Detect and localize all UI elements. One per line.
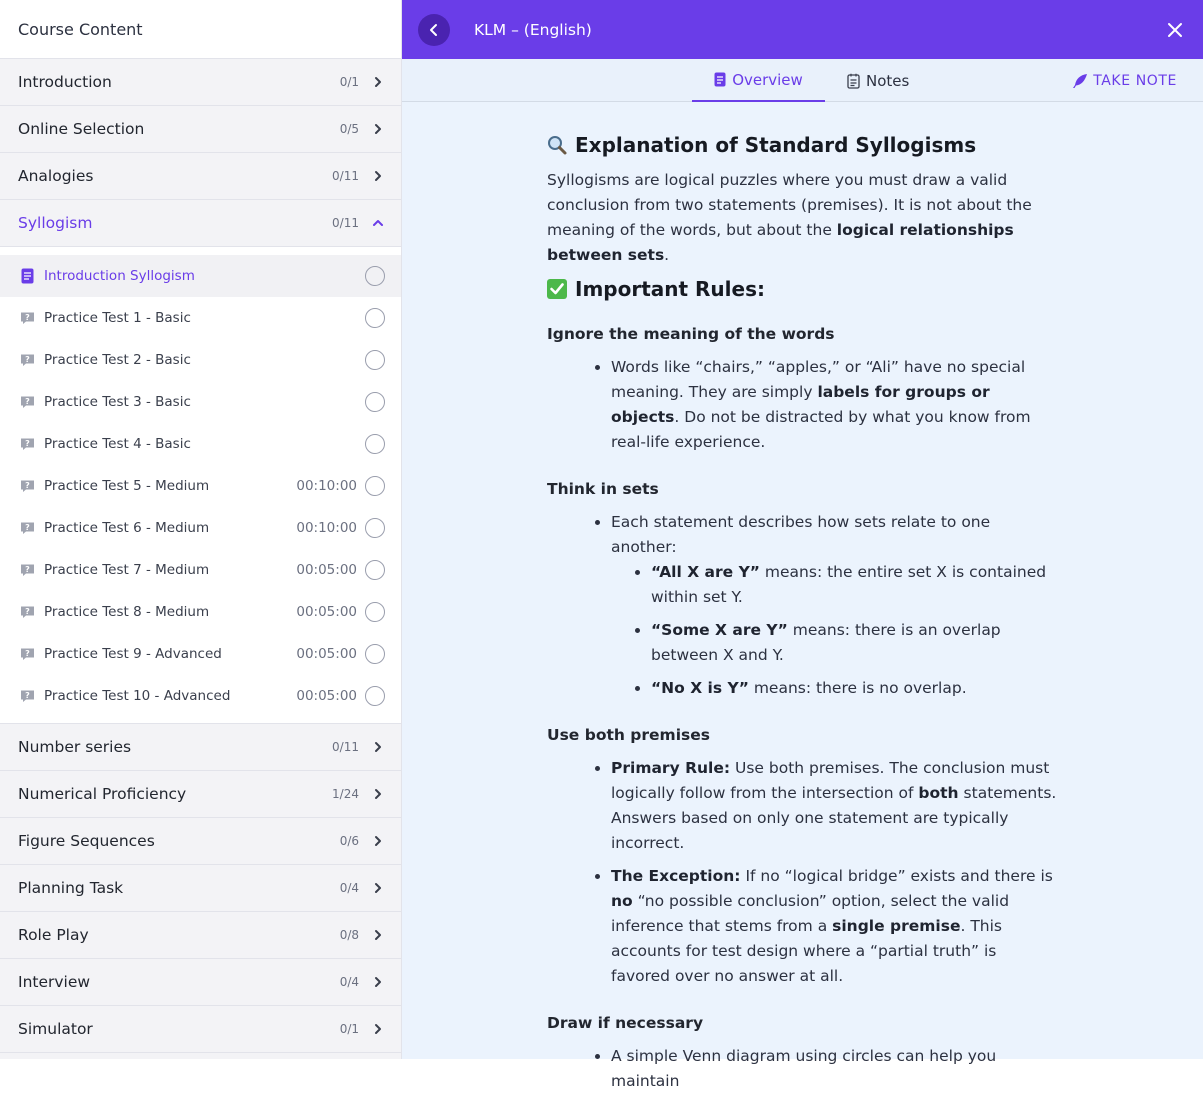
quiz-icon	[19, 394, 35, 410]
completion-checkbox[interactable]	[365, 392, 385, 412]
tab-bar	[402, 59, 1203, 102]
magnifier-icon	[547, 135, 567, 155]
section-title: Numerical Proficiency	[18, 785, 187, 803]
rule-title: Ignore the meaning of the words	[547, 325, 835, 343]
svg-text:?: ?	[24, 397, 30, 406]
rule-list	[547, 1044, 1057, 1094]
lesson-item[interactable]	[0, 633, 401, 675]
document-icon	[19, 268, 35, 284]
section-simulator[interactable]	[0, 1006, 401, 1053]
lesson-title: Practice Test 9 - Advanced	[44, 646, 222, 662]
lesson-item[interactable]	[0, 339, 401, 381]
section-title: Introduction	[18, 73, 112, 91]
section-title: Analogies	[18, 167, 94, 185]
section-count: 1/24	[332, 787, 359, 801]
section-count: 0/11	[332, 169, 359, 183]
svg-text:?: ?	[24, 523, 30, 532]
intro-paragraph: Syllogisms are logical puzzles where you must draw a valid conclusion from two statements (premises). It is not about the meaning of the words, but about the logical relationships between sets.	[547, 171, 1032, 264]
quiz-icon	[19, 688, 35, 704]
chevron-right-icon	[371, 787, 385, 801]
sidebar-title: Course Content	[18, 19, 143, 39]
chevron-right-icon	[371, 75, 385, 89]
quiz-icon	[19, 520, 35, 536]
lesson-item[interactable]	[0, 507, 401, 549]
quiz-icon	[19, 310, 35, 326]
section-number-series[interactable]	[0, 724, 401, 771]
close-button[interactable]	[1165, 20, 1185, 40]
quiz-icon	[19, 436, 35, 452]
quiz-icon	[19, 352, 35, 368]
lesson-item[interactable]	[0, 549, 401, 591]
lesson-item[interactable]	[0, 381, 401, 423]
rule-list	[547, 756, 1057, 989]
section-count: 0/5	[339, 122, 359, 136]
list-item: • Each statement describes how sets relate to one another: • “All X are Y” means: the entire set X is contained within set Y. • “Some X are Y” means: there is an overlap between X and Y. • “No X is Y” means: there is no overlap.	[611, 510, 1057, 701]
completion-checkbox[interactable]	[365, 644, 385, 664]
chevron-right-icon	[371, 975, 385, 989]
lesson-item[interactable]	[0, 465, 401, 507]
list-item: • A simple Venn diagram using circles can help you maintain	[611, 1044, 1057, 1094]
section-count: 0/1	[339, 1022, 359, 1036]
completion-checkbox[interactable]	[365, 602, 385, 622]
document-icon	[714, 72, 726, 87]
tab-overview[interactable]	[692, 59, 825, 102]
lesson-title: Practice Test 4 - Basic	[44, 436, 191, 452]
tab-notes-label: Notes	[866, 71, 910, 90]
quiz-icon	[19, 478, 35, 494]
sidebar-header	[0, 0, 401, 59]
tab-overview-label: Overview	[732, 70, 803, 89]
tab-notes[interactable]	[847, 59, 917, 102]
section-count: 0/11	[332, 216, 359, 230]
svg-text:?: ?	[24, 565, 30, 574]
section-count: 0/4	[339, 881, 359, 895]
chevron-up-icon	[371, 216, 385, 230]
lesson-item[interactable]	[0, 423, 401, 465]
section-count: 0/6	[339, 834, 359, 848]
feather-icon	[1072, 73, 1088, 89]
chevron-right-icon	[371, 1022, 385, 1036]
completion-checkbox[interactable]	[365, 560, 385, 580]
list-item: • Primary Rule: Use both premises. The conclusion must logically follow from the intersection of both statements. Answers based on only one statement are typically incorrect.	[611, 756, 1057, 856]
sub-list	[611, 560, 1057, 701]
section-count: 0/1	[339, 75, 359, 89]
section-analogies[interactable]	[0, 153, 401, 200]
section-title: Interview	[18, 973, 91, 991]
completion-checkbox[interactable]	[365, 518, 385, 538]
list-item: • “Some X are Y” means: there is an overlap between X and Y.	[651, 618, 1057, 668]
lesson-title: Practice Test 5 - Medium	[44, 478, 210, 494]
section-title: Role Play	[18, 926, 89, 944]
section-count: 0/4	[339, 975, 359, 989]
svg-text:?: ?	[24, 313, 30, 322]
lesson-title: Practice Test 7 - Medium	[44, 562, 210, 578]
section-title: Planning Task	[18, 879, 124, 897]
course-title: KLM – (English)	[474, 20, 592, 39]
chevron-left-icon	[427, 23, 441, 37]
section-numerical-proficiency[interactable]	[0, 771, 401, 818]
lesson-item[interactable]	[0, 255, 401, 297]
lesson-item[interactable]	[0, 591, 401, 633]
rule-title: Think in sets	[547, 480, 659, 498]
article-body	[547, 130, 1057, 1102]
quiz-icon	[19, 604, 35, 620]
heading-explanation: Explanation of Standard Syllogisms	[547, 130, 1057, 160]
chevron-right-icon	[371, 740, 385, 754]
quiz-icon	[19, 646, 35, 662]
completion-checkbox[interactable]	[365, 686, 385, 706]
section-syllogism[interactable]	[0, 200, 401, 247]
section-online-selection[interactable]	[0, 106, 401, 153]
rule-title: Draw if necessary	[547, 1014, 704, 1032]
chevron-right-icon	[371, 881, 385, 895]
section-introduction[interactable]	[0, 59, 401, 106]
lesson-title: Practice Test 3 - Basic	[44, 394, 191, 410]
take-note-label: TAKE NOTE	[1093, 72, 1177, 89]
section-interview[interactable]	[0, 959, 401, 1006]
section-role-play[interactable]	[0, 912, 401, 959]
list-item: • “All X are Y” means: the entire set X is contained within set Y.	[651, 560, 1057, 610]
section-title: Figure Sequences	[18, 832, 155, 850]
rule-list	[547, 355, 1057, 455]
lesson-duration: 00:10:00	[296, 520, 357, 536]
lesson-title: Practice Test 10 - Advanced	[44, 688, 231, 704]
lesson-title: Practice Test 8 - Medium	[44, 604, 210, 620]
section-count: 0/8	[339, 928, 359, 942]
take-note-button[interactable]	[1072, 59, 1177, 102]
lesson-item[interactable]	[0, 675, 401, 717]
lesson-item[interactable]	[0, 297, 401, 339]
top-bar	[402, 0, 1203, 59]
lesson-duration: 00:05:00	[296, 646, 357, 662]
rule-title: Use both premises	[547, 726, 710, 744]
section-title: Simulator	[18, 1020, 93, 1038]
lesson-title: Practice Test 2 - Basic	[44, 352, 191, 368]
chevron-right-icon	[371, 122, 385, 136]
section-planning-task[interactable]	[0, 865, 401, 912]
section-title: Syllogism	[18, 214, 93, 232]
chevron-right-icon	[371, 169, 385, 183]
section-title: Online Selection	[18, 120, 145, 138]
list-item: • The Exception: If no “logical bridge” exists and there is no “no possible conclusion” option, select the valid inference that stems from a single premise. This accounts for test design where a “partial truth” is favored over no answer at all.	[611, 864, 1057, 989]
back-button[interactable]	[418, 14, 450, 46]
section-title: Number series	[18, 738, 132, 756]
quiz-icon	[19, 562, 35, 578]
lesson-title: Practice Test 6 - Medium	[44, 520, 210, 536]
close-icon	[1167, 22, 1183, 38]
lesson-duration: 00:05:00	[296, 562, 357, 578]
svg-text:?: ?	[24, 607, 30, 616]
lesson-duration: 00:05:00	[296, 604, 357, 620]
completion-checkbox[interactable]	[365, 476, 385, 496]
course-sidebar	[0, 0, 402, 1059]
svg-text:?: ?	[24, 439, 30, 448]
section-figure-sequences[interactable]	[0, 818, 401, 865]
heading-rules: Important Rules:	[547, 274, 1057, 304]
check-mark-icon	[547, 279, 567, 299]
completion-checkbox[interactable]	[365, 350, 385, 370]
chevron-right-icon	[371, 928, 385, 942]
section-count: 0/11	[332, 740, 359, 754]
list-item: • “No X is Y” means: there is no overlap.	[651, 676, 1057, 701]
lesson-duration: 00:05:00	[296, 688, 357, 704]
rule-list	[547, 510, 1057, 701]
svg-text:?: ?	[24, 481, 30, 490]
lesson-title: Practice Test 1 - Basic	[44, 310, 191, 326]
svg-text:?: ?	[24, 691, 30, 700]
lesson-duration: 00:10:00	[296, 478, 357, 494]
notes-icon	[847, 73, 860, 89]
completion-checkbox[interactable]	[365, 266, 385, 286]
completion-checkbox[interactable]	[365, 434, 385, 454]
chevron-right-icon	[371, 834, 385, 848]
lesson-list	[0, 247, 401, 724]
lesson-title: Introduction Syllogism	[44, 268, 195, 284]
lesson-content-panel	[402, 0, 1203, 1090]
list-item: • Words like “chairs,” “apples,” or “Ali” have no special meaning. They are simply labels for groups or objects. Do not be distracted by what you know from real-life experience.	[611, 355, 1057, 455]
svg-text:?: ?	[24, 649, 30, 658]
svg-text:?: ?	[24, 355, 30, 364]
completion-checkbox[interactable]	[365, 308, 385, 328]
